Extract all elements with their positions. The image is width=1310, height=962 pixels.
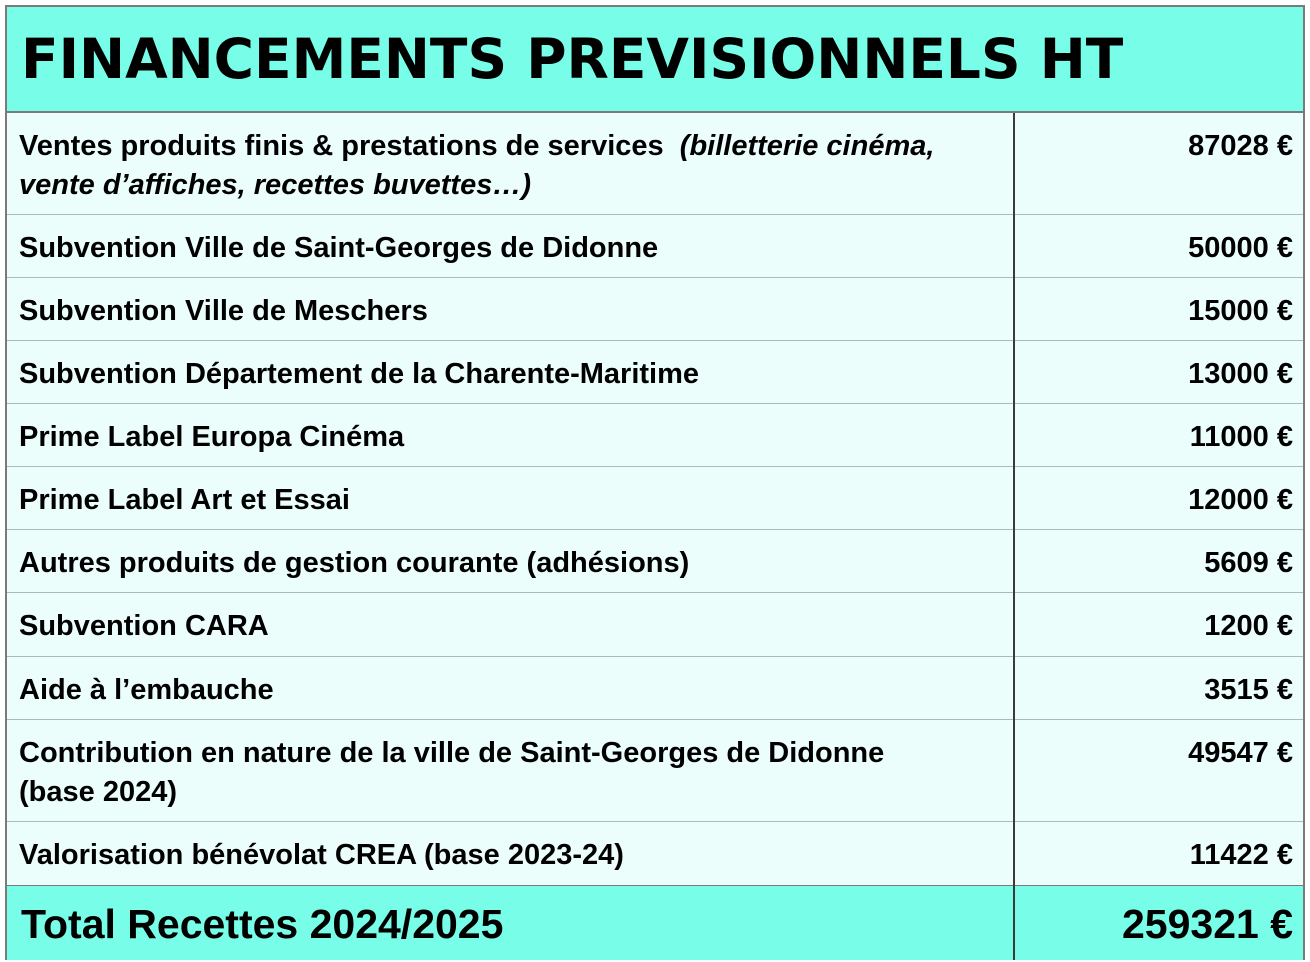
title-row <box>7 7 1303 113</box>
row-amount: 5609 € <box>1204 547 1293 579</box>
table-row <box>7 593 1303 657</box>
row-amount: 12000 € <box>1188 484 1293 516</box>
row-amount: 13000 € <box>1188 358 1293 390</box>
row-amount: 87028 € <box>1188 130 1293 162</box>
table-row <box>7 467 1303 530</box>
table-row <box>7 215 1303 278</box>
table-row <box>7 657 1303 720</box>
row-amount: 15000 € <box>1188 295 1293 327</box>
row-amount: 49547 € <box>1188 737 1293 769</box>
row-amount: 11422 € <box>1189 839 1293 871</box>
row-amount: 11000 € <box>1189 421 1293 453</box>
column-divider <box>1013 113 1015 960</box>
row-label: Prime Label Europa Cinéma <box>19 421 405 453</box>
total-row <box>7 885 1303 960</box>
row-label: Subvention CARA <box>19 610 269 642</box>
table-row <box>7 341 1303 404</box>
row-label: Aide à l’embauche <box>19 674 274 706</box>
row-amount: 3515 € <box>1204 674 1293 706</box>
table-row <box>7 822 1303 885</box>
row-label: Ventes produits finis & prestations de services (billetterie cinéma, vente d’affiches, recettes buvettes…) <box>19 130 935 201</box>
total-label: Total Recettes 2024/2025 <box>21 901 504 947</box>
financing-table <box>5 5 1305 960</box>
table-row <box>7 404 1303 467</box>
row-label: Autres produits de gestion courante (adhésions) <box>19 547 690 579</box>
row-amount: 1200 € <box>1204 610 1293 642</box>
table-title: FINANCEMENTS PREVISIONNELS HT <box>21 27 1124 91</box>
table-row <box>7 720 1303 822</box>
table-row <box>7 278 1303 341</box>
row-label: Contribution en nature de la ville de Saint-Georges de Didonne (base 2024) <box>19 737 885 808</box>
table-row <box>7 113 1303 215</box>
row-label: Valorisation bénévolat CREA (base 2023-24) <box>19 839 624 871</box>
row-amount: 50000 € <box>1188 232 1293 264</box>
row-note: (billetterie cinéma, vente d’affiches, recettes buvettes…) <box>19 130 935 201</box>
row-label: Prime Label Art et Essai <box>19 484 350 516</box>
table-row <box>7 530 1303 593</box>
row-label: Subvention Ville de Meschers <box>19 295 428 327</box>
row-label: Subvention Département de la Charente-Maritime <box>19 358 700 390</box>
row-label: Subvention Ville de Saint-Georges de Didonne <box>19 232 659 264</box>
total-amount: 259321 € <box>1121 901 1293 947</box>
